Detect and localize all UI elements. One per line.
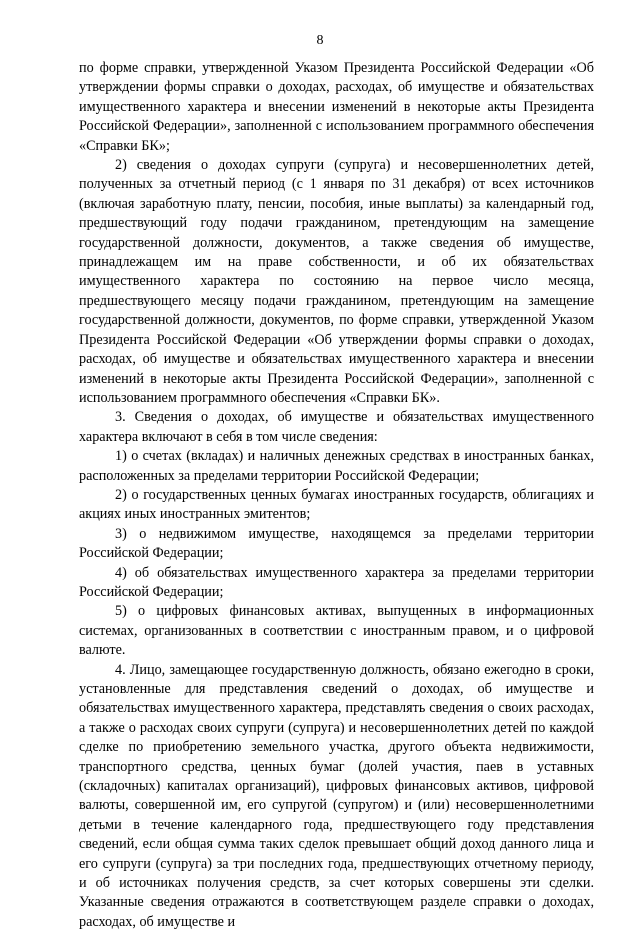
document-body bbox=[79, 59, 594, 932]
paragraph-section-4: 4. Лицо, замещающее государственную должность, обязано ежегодно в сроки, установленные для представления сведений о доходах, об имуществе и обязательствах имущественного характера, представлять сведения о своих расходах, а также о расходах своих супруги (супруга) и несовершеннолетних детей по каждой сделке по приобретению земельного участка, другого объекта недвижимости, транспортного средства, ценных бумаг (долей участия, паев в уставных (складочных) капиталах организаций), цифровых финансовых активов, цифровой валюты, совершенной им, его супругой (супругом) и (или) несовершеннолетними детьми в течение календарного года, предшествующего году представления сведений, если общая сумма таких сделок превышает общий доход данного лица и его супруги (супруга) за три последних года, предшествующих отчетному периоду, и об источниках получения средств, за счет которых совершены эти сделки. Указанные сведения отражаются в соответствующем разделе справки о доходах, расходах, об имуществе и bbox=[79, 661, 594, 930]
paragraph-item-1-foreign-accounts: 1) о счетах (вкладах) и наличных денежных средствах в иностранных банках, расположенных за пределами территории Российской Федерации; bbox=[79, 448, 594, 484]
page-number: 8 bbox=[316, 33, 324, 48]
paragraph-continuation: по форме справки, утвержденной Указом Президента Российской Федерации «Об утверждении формы справки о доходах, расходах, об имуществе и обязательствах имущественного характера и внесении изменений в некоторые акты Президента Российской Федерации», заполненной с использованием программного обеспечения «Справки БК»; bbox=[79, 60, 594, 154]
paragraph-section-3: 3. Сведения о доходах, об имуществе и обязательствах имущественного характера включают в себя в том числе сведения: bbox=[79, 409, 594, 445]
paragraph-item-5-digital-assets: 5) о цифровых финансовых активах, выпущенных в информационных системах, организованных в соответствии с иностранным правом, и о цифровой валюте. bbox=[79, 603, 594, 659]
paragraph-item-2-spouse-income: 2) сведения о доходах супруги (супруга) и несовершеннолетних детей, полученных за отчетный период (с 1 января по 31 декабря) от всех источников (включая заработную плату, пенсии, пособия, иные выплаты) за календарный год, предшествующий году подачи гражданином, претендующим на замещение государственной должности, документов, а также сведения об имуществе, принадлежащем им на праве собственности, и об их обязательствах имущественного характера по состоянию на первое число месяца, предшествующего месяцу подачи гражданином, претендующим на замещение государственной должности, документов, по форме справки, утвержденной Указом Президента Российской Федерации «Об утверждении формы справки о доходах, расходах, об имуществе и обязательствах имущественного характера и внесении изменений в некоторые акты Президента Российской Федерации», заполненной с использованием программного обеспечения «Справки БК». bbox=[79, 157, 594, 406]
paragraph-item-2-securities: 2) о государственных ценных бумагах иностранных государств, облигациях и акциях иных иностранных эмитентов; bbox=[79, 486, 594, 523]
paragraph-item-3-real-estate: 3) о недвижимом имуществе, находящемся за пределами территории Российской Федерации; bbox=[79, 525, 594, 562]
paragraph-item-4-obligations: 4) об обязательствах имущественного характера за пределами территории Российской Федерации; bbox=[79, 564, 594, 600]
